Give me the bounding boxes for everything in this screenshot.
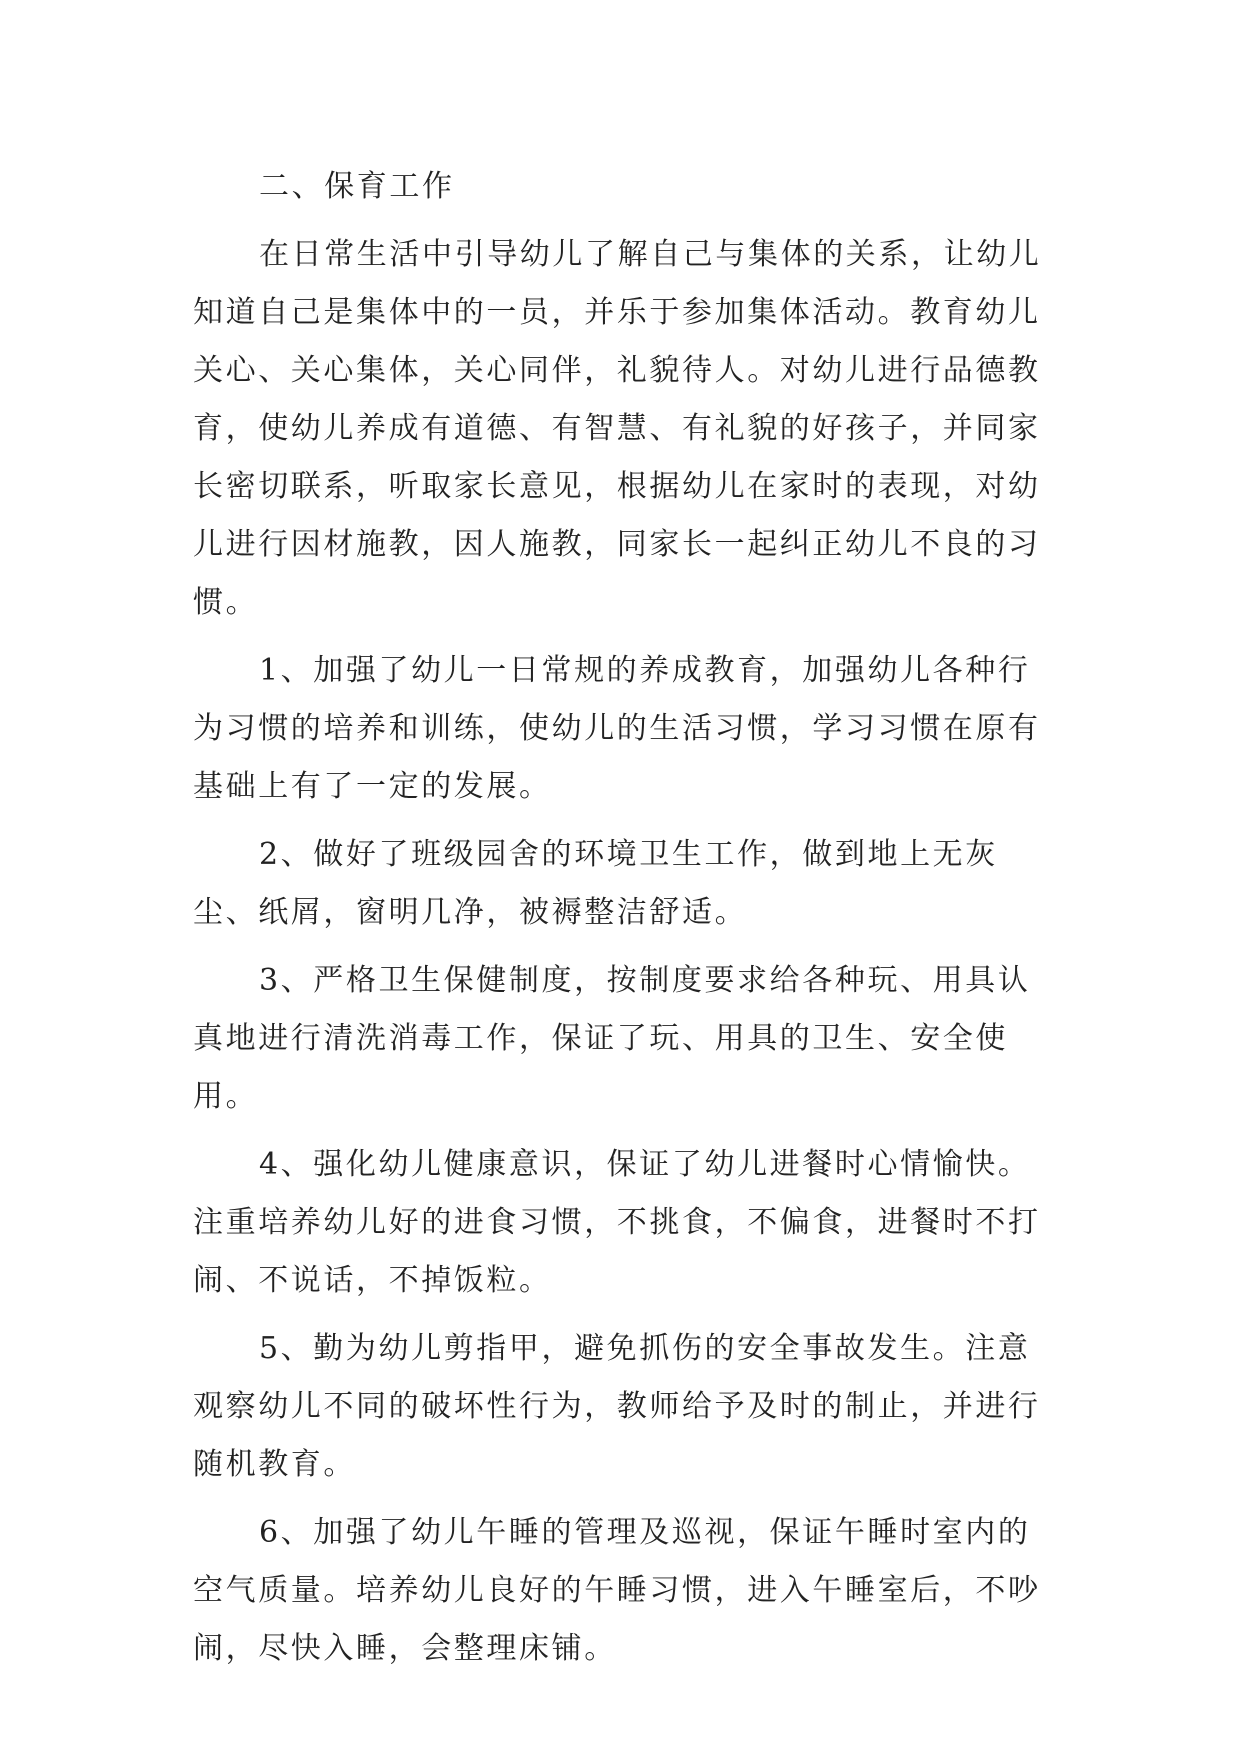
paragraph-item-1: 1、加强了幼儿一日常规的养成教育，加强幼儿各种行为习惯的培养和训练，使幼儿的生活习惯，学习习惯在原有基础上有了一定的发展。	[193, 653, 1041, 804]
section-heading: 二、保育工作	[259, 169, 455, 204]
paragraph-item-5: 5、勤为幼儿剪指甲，避免抓伤的安全事故发生。注意观察幼儿不同的破坏性行为，教师给予及时的制止，并进行随机教育。	[193, 1331, 1041, 1482]
paragraph-intro: 在日常生活中引导幼儿了解自己与集体的关系，让幼儿知道自己是集体中的一员，并乐于参加集体活动。教育幼儿关心、关心集体，关心同伴，礼貌待人。对幼儿进行品德教育，使幼儿养成有道德、有智慧、有礼貌的好孩子，并同家长密切联系，听取家长意见，根据幼儿在家时的表现，对幼儿进行因材施教，因人施教，同家长一起纠正幼儿不良的习惯。	[193, 237, 1042, 620]
paragraph-item-6: 6、加强了幼儿午睡的管理及巡视，保证午睡时室内的空气质量。培养幼儿良好的午睡习惯，进入午睡室后，不吵闹，尽快入睡，会整理床铺。	[193, 1515, 1041, 1666]
paragraph-item-4: 4、强化幼儿健康意识，保证了幼儿进餐时心情愉快。注重培养幼儿好的进食习惯，不挑食，不偏食，进餐时不打闹、不说话，不掉饭粒。	[193, 1147, 1041, 1298]
paragraph-item-3: 3、严格卫生保健制度，按制度要求给各种玩、用具认真地进行清洗消毒工作，保证了玩、用具的卫生、安全使用。	[193, 963, 1031, 1114]
document-body	[193, 158, 1053, 1678]
paragraph-item-2: 2、做好了班级园舍的环境卫生工作，做到地上无灰尘、纸屑，窗明几净，被褥整洁舒适。	[193, 837, 998, 930]
